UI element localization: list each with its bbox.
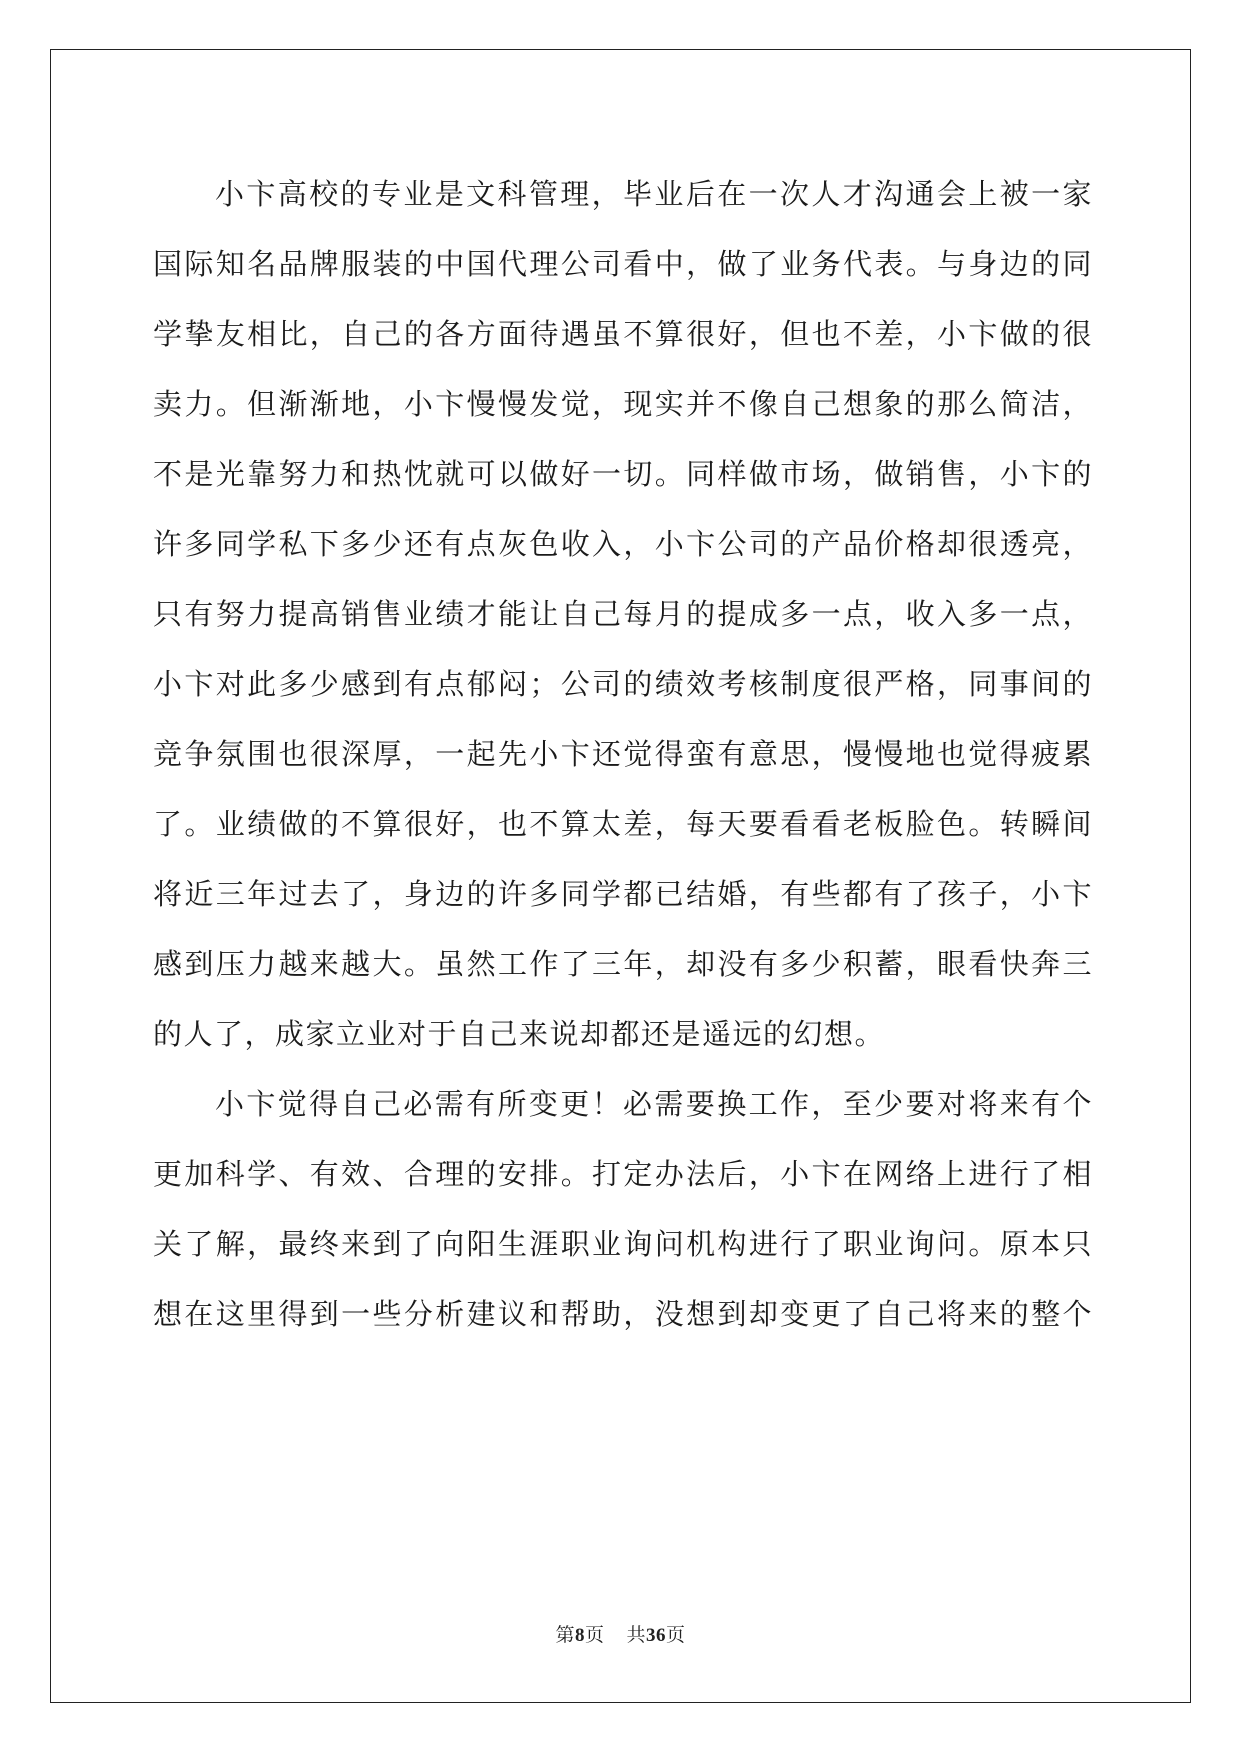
paragraph-line: 竞争氛围也很深厚，一起先小卞还觉得蛮有意思，慢慢地也觉得疲累: [153, 737, 1093, 771]
paragraph-line: 关了解，最终来到了向阳生涯职业询问机构进行了职业询问。原本只: [153, 1227, 1093, 1261]
paragraph-line: 更加科学、有效、合理的安排。打定办法后，小卞在网络上进行了相: [153, 1157, 1093, 1191]
page-suffix: 页: [584, 1624, 605, 1646]
paragraph-line: 只有努力提高销售业绩才能让自己每月的提成多一点，收入多一点，: [153, 597, 1093, 631]
total-suffix: 页: [666, 1624, 686, 1646]
paragraph-line: 学挚友相比，自己的各方面待遇虽不算很好，但也不差，小卞做的很: [153, 317, 1093, 351]
paragraph-line: 了。业绩做的不算很好，也不算太差，每天要看看老板脸色。转瞬间: [153, 807, 1093, 841]
paragraph-line: 小卞觉得自己必需有所变更！必需要换工作，至少要对将来有个: [215, 1087, 1093, 1121]
paragraph-line: 小卞高校的专业是文科管理，毕业后在一次人才沟通会上被一家: [215, 177, 1093, 211]
page-prefix: 第: [555, 1624, 575, 1646]
paragraph-line: 想在这里得到一些分析建议和帮助，没想到却变更了自己将来的整个: [153, 1297, 1093, 1331]
page-footer: [0, 1620, 1241, 1647]
page-number: 8: [574, 1625, 585, 1646]
paragraph-line: 小卞对此多少感到有点郁闷；公司的绩效考核制度很严格，同事间的: [153, 667, 1093, 701]
paragraph-line: 的人了，成家立业对于自己来说却都还是遥远的幻想。: [153, 1017, 886, 1051]
paragraph-line: 不是光靠努力和热忱就可以做好一切。同样做市场，做销售，小卞的: [153, 457, 1093, 491]
total-pages: 36: [646, 1625, 667, 1646]
paragraph-line: 国际知名品牌服装的中国代理公司看中，做了业务代表。与身边的同: [153, 247, 1093, 281]
paragraph-line: 卖力。但渐渐地，小卞慢慢发觉，现实并不像自己想象的那么简洁，: [153, 387, 1093, 421]
paragraph-line: 将近三年过去了，身边的许多同学都已结婚，有些都有了孩子，小卞: [153, 877, 1093, 911]
document-body: [153, 159, 1093, 1349]
total-prefix: 共: [626, 1624, 647, 1646]
paragraph-line: 许多同学私下多少还有点灰色收入，小卞公司的产品价格却很透亮，: [153, 527, 1093, 561]
paragraph-line: 感到压力越来越大。虽然工作了三年，却没有多少积蓄，眼看快奔三: [153, 947, 1093, 981]
